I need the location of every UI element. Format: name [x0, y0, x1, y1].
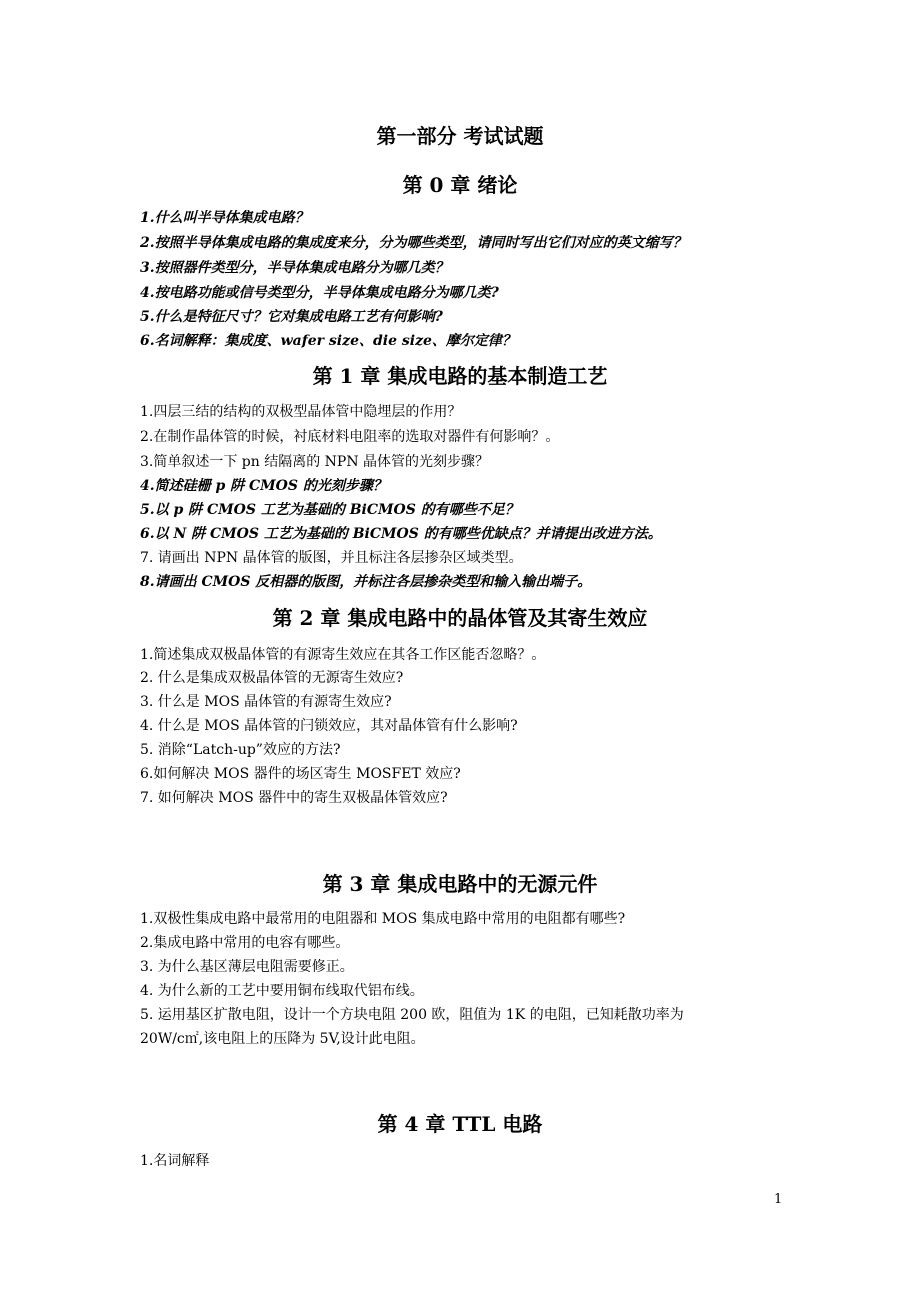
chapter-2-title: 第 2 章 集成电路中的晶体管及其寄生效应	[272, 606, 648, 630]
ch2-question-5: 5. 消除“Latch-up”效应的方法?	[140, 742, 341, 758]
ch0-question-1: 1.什么叫半导体集成电路？	[140, 210, 309, 226]
chapter-3-title: 第 3 章 集成电路中的无源元件	[322, 872, 598, 896]
ch1-question-3: 3.简单叙述一下 pn 结隔离的 NPN 晶体管的光刻步骤？	[140, 454, 490, 470]
chapter-4-title: 第 4 章 TTL 电路	[377, 1112, 543, 1136]
chapter-1-title: 第 1 章 集成电路的基本制造工艺	[312, 364, 608, 388]
ch2-question-4: 4. 什么是 MOS 晶体管的闩锁效应，其对晶体管有什么影响?	[140, 718, 518, 734]
ch2-question-3: 3. 什么是 MOS 晶体管的有源寄生效应?	[140, 694, 392, 710]
ch1-question-7: 7. 请画出 NPN 晶体管的版图，并且标注各层掺杂区域类型。	[140, 550, 523, 566]
ch0-question-5: 5.什么是特征尺寸？它对集成电路工艺有何影响?	[140, 309, 443, 325]
ch1-question-2: 2.在制作晶体管的时候，衬底材料电阻率的选取对器件有何影响？。	[140, 429, 560, 445]
ch1-question-4: 4.简述硅栅 p 阱 CMOS 的光刻步骤？	[140, 478, 387, 494]
ch2-question-7: 7. 如何解决 MOS 器件中的寄生双极晶体管效应?	[140, 790, 448, 806]
ch1-question-1: 1.四层三结的结构的双极型晶体管中隐埋层的作用？	[140, 404, 462, 420]
ch3-question-5-continued: 20W/c㎡,该电阻上的压降为 5V,设计此电阻。	[140, 1031, 425, 1047]
page-number: 1	[774, 1192, 783, 1207]
ch0-question-6: 6.名词解释：集成度、wafer size、die size、摩尔定律？	[140, 333, 516, 349]
ch4-question-1: 1.名词解释	[140, 1153, 210, 1169]
ch1-question-5: 5.以 p 阱 CMOS 工艺为基础的 BiCMOS 的有哪些不足？	[140, 502, 519, 518]
ch2-question-6: 6.如何解决 MOS 器件的场区寄生 MOSFET 效应?	[140, 766, 461, 782]
ch1-question-6: 6.以 N 阱 CMOS 工艺为基础的 BiCMOS 的有哪些优缺点？并请提出改进方法。	[140, 526, 662, 542]
ch0-question-3: 3.按照器件类型分，半导体集成电路分为哪几类？	[140, 260, 449, 276]
ch3-question-4: 4. 为什么新的工艺中要用铜布线取代铝布线。	[140, 983, 424, 999]
ch3-question-1: 1.双极性集成电路中最常用的电阻器和 MOS 集成电路中常用的电阻都有哪些?	[140, 911, 626, 927]
ch1-question-8: 8.请画出 CMOS 反相器的版图，并标注各层掺杂类型和输入输出端子。	[140, 574, 592, 590]
ch2-question-1: 1.简述集成双极晶体管的有源寄生效应在其各工作区能否忽略？。	[140, 647, 546, 663]
ch2-question-2: 2. 什么是集成双极晶体管的无源寄生效应?	[140, 670, 404, 686]
chapter-0-title: 第 0 章 绪论	[402, 173, 518, 197]
ch0-question-4: 4.按电路功能或信号类型分，半导体集成电路分为哪几类?	[140, 285, 499, 301]
ch3-question-2: 2.集成电路中常用的电容有哪些。	[140, 935, 350, 951]
ch3-question-3: 3. 为什么基区薄层电阻需要修正。	[140, 959, 354, 975]
part-title: 第一部分 考试试题	[376, 124, 544, 148]
ch0-question-2: 2.按照半导体集成电路的集成度来分，分为哪些类型，请同时写出它们对应的英文缩写？	[140, 235, 687, 251]
ch3-question-5: 5. 运用基区扩散电阻，设计一个方块电阻 200 欧，阻值为 1K 的电阻，已知耗散功率为	[140, 1007, 684, 1023]
